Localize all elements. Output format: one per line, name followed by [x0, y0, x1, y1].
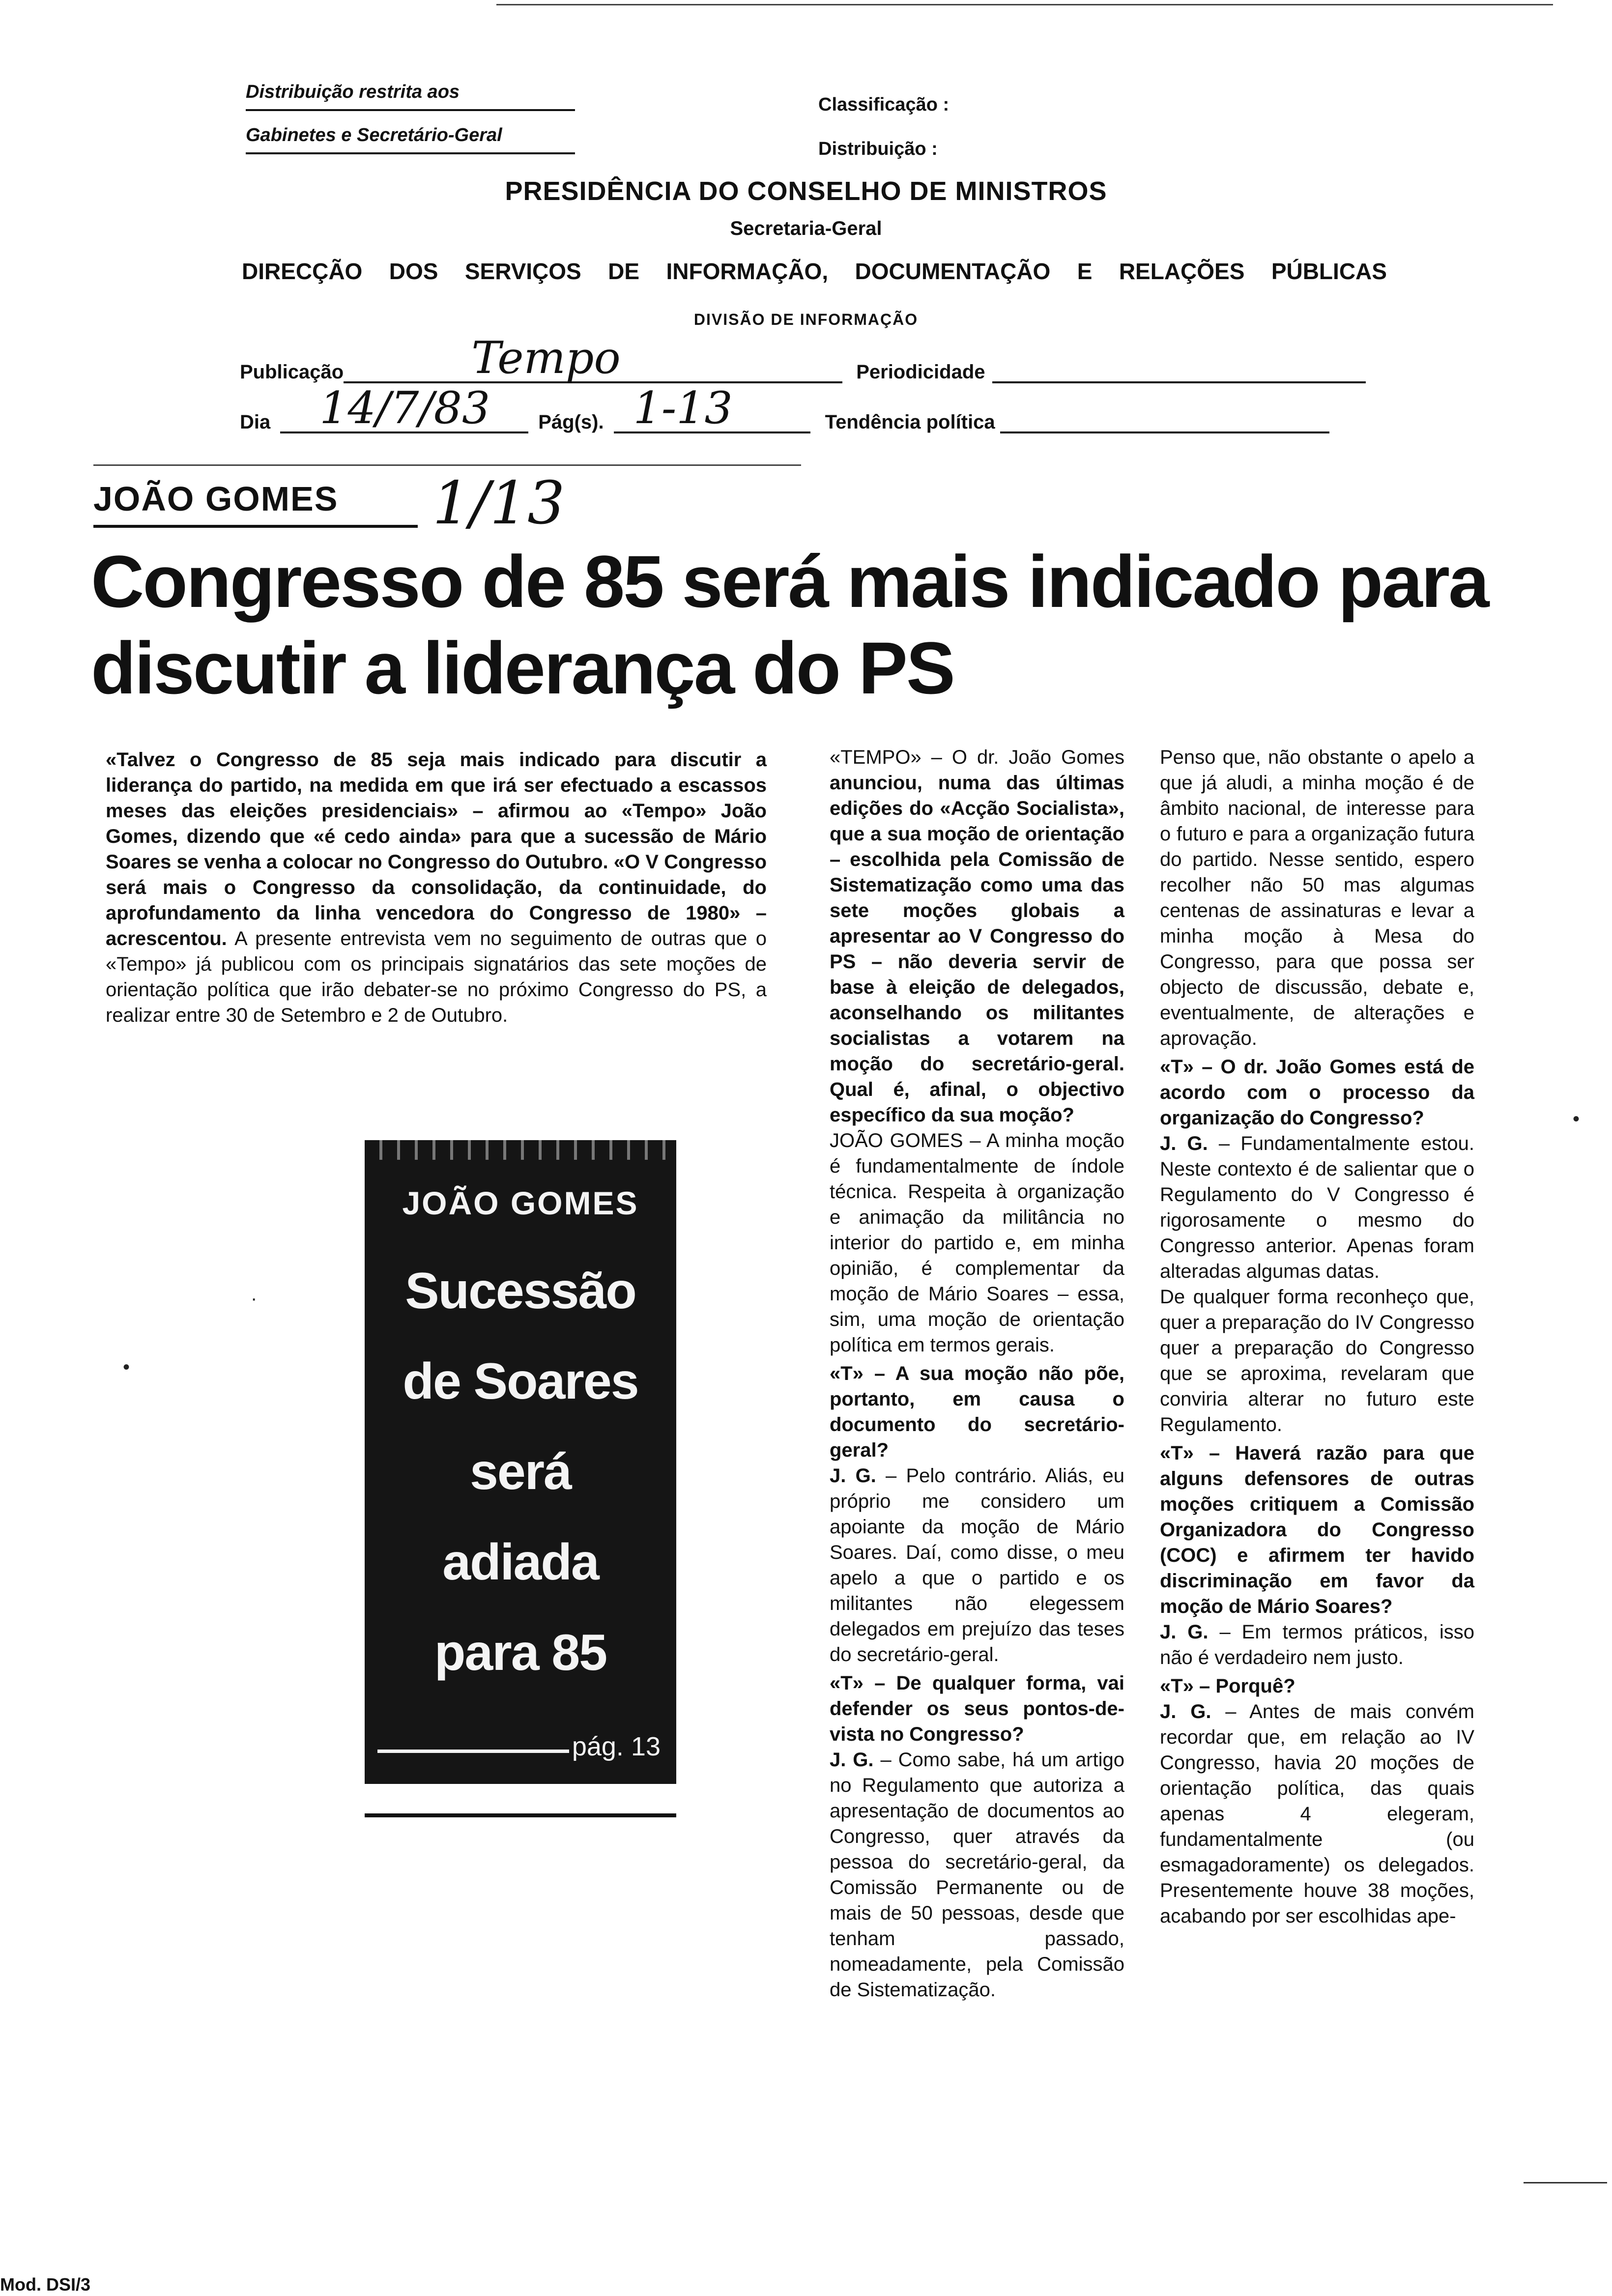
answer-6-text: – Antes de mais convém recordar que, em relação ao IV Congresso, havia 20 moções de orientação política, das quais apenas 4 elegeram, fundamentalmente (ou esmagadoramente) os delegados. Presentemente houve 38 moções, acabando por ser escolhidas ape- [1160, 1701, 1474, 1927]
answer-4-speaker: J. G. [1160, 1133, 1208, 1154]
department-word: INFORMAÇÃO, [666, 258, 829, 284]
department-word: DIRECÇÃO [242, 258, 363, 284]
interview-column-3 [1160, 745, 1474, 1929]
answer-1 [830, 1128, 1124, 1358]
answer-4-text: – Fundamentalmente estou. Neste contexto é de salientar que o Regulamento do V Congresso é rigorosamente o mesmo do Congresso anterior. Apenas foram alteradas algumas datas. [1160, 1133, 1475, 1282]
answer-2 [830, 1463, 1124, 1667]
department-word: E [1077, 258, 1093, 284]
answer-5-text: – Em termos práticos, isso não é verdadeiro nem justo. [1160, 1621, 1474, 1668]
answer-6-speaker: J. G. [1160, 1701, 1211, 1722]
article-headline: Congresso de 85 será mais indicado para discutir a liderança do PS [91, 540, 1488, 709]
scan-speck: • [1573, 1108, 1580, 1130]
scan-speck: • [123, 1356, 130, 1378]
answer-1-speaker: JOÃO GOMES [830, 1130, 963, 1151]
page-subtitle: Secretaria-Geral [730, 218, 882, 239]
author-kicker: JOÃO GOMES [93, 480, 339, 518]
cover-headline-line: para 85 [434, 1624, 607, 1681]
dia-label: Dia [240, 411, 271, 433]
publicacao-row [240, 332, 1366, 384]
page-title: PRESIDÊNCIA DO CONSELHO DE MINISTROS [505, 176, 1107, 206]
question-1-prefix: «TEMPO» – O dr. João Gomes [830, 746, 1124, 768]
publicacao-value: Tempo [471, 332, 621, 384]
interview-column-2 [830, 745, 1124, 2003]
article-lead [106, 747, 767, 1028]
answer-2-text: – Pelo contrário. Aliás, eu próprio me considero um apoiante da moção de Mário Soares. Daí, como disse, o meu apelo a que o partido e os militantes não elegessem delegados em prejuízo das teses do secretário-geral. [830, 1465, 1124, 1665]
answer-4 [1160, 1131, 1474, 1284]
classification-block [818, 83, 949, 171]
cover-page-ref: pág. 13 [572, 1732, 661, 1761]
corner-rule [1524, 2182, 1607, 2183]
answer-6 [1160, 1699, 1474, 1929]
publicacao-field [344, 332, 842, 384]
department-word: PÚBLICAS [1271, 258, 1387, 284]
classificacao-label: Classificação : [818, 94, 950, 115]
question-1 [830, 745, 1124, 1128]
tendencia-label: Tendência política [825, 411, 995, 433]
department-word: DOS [389, 258, 438, 284]
question-4: «T» – O dr. João Gomes está de acordo com o processo da organização do Congresso? [1160, 1056, 1474, 1129]
cover-headline [365, 1246, 676, 1698]
department-word: DOCUMENTAÇÃO [855, 258, 1051, 284]
restriction-note [246, 75, 575, 161]
question-5: «T» – Haverá razão para que alguns defensores de outras moções critiquem a Comissão Organizadora do Congresso (COC) e afirmem ter havido discriminação em favor da moção de Mário Soares? [1160, 1442, 1474, 1617]
answer-5-speaker: J. G. [1160, 1621, 1209, 1643]
tendencia-field [1000, 404, 1329, 433]
handwritten-page-note: 1/13 [432, 469, 565, 538]
cover-masthead-strip [365, 1140, 676, 1160]
department-word: SERVIÇOS [464, 258, 581, 284]
top-edge-rule [496, 4, 1553, 5]
periodicidade-field [992, 354, 1366, 383]
answer-4-continued: De qualquer forma reconheço que, quer a preparação do IV Congresso quer a preparação do Congresso que se aproxima, revelaram que conviria alterar no futuro este Regulamento. [1160, 1286, 1474, 1435]
cover-author: JOÃO GOMES [402, 1185, 639, 1221]
answer-2-speaker: J. G. [830, 1465, 876, 1487]
answer-1-text: – A minha moção é fundamentalmente de índole técnica. Respeita à organização e animação da militância no interior do partido e, em minha opinião, é complementar da moção de Mário Soares – essa, sim, uma moção de orientação política em termos gerais. [830, 1130, 1124, 1356]
answer-3-speaker: J. G. [830, 1749, 874, 1771]
form-code: Mod. DSI/3 [0, 2274, 91, 2295]
question-1-text: anunciou, numa das últimas edições do «Acção Socialista», que a sua moção de orientação – escolhida pela Comissão de Sistematização como uma das sete moções globais a apresentar ao V Congresso do PS – não deveria servir de base à eleição de delegados, aconselhando os militantes socialistas a votarem na moção do secretário-geral. Qual é, afinal, o objectivo específico da sua moção? [830, 772, 1124, 1126]
periodicidade-label: Periodicidade [856, 361, 985, 383]
question-6: «T» – Porquê? [1160, 1675, 1295, 1697]
newspaper-cover-clip [365, 1140, 676, 1784]
division-name: DIVISÃO DE INFORMAÇÃO [693, 311, 919, 328]
cover-page-ref-rule [377, 1750, 569, 1753]
restriction-line-1: Distribuição restrita aos [246, 75, 575, 111]
department-word: RELAÇÕES [1119, 258, 1245, 284]
cover-headline-line: Sucessão [405, 1263, 636, 1320]
cover-headline-line: será [470, 1443, 571, 1500]
department-word: DE [608, 258, 640, 284]
article-lead-column [106, 747, 767, 1028]
publicacao-label: Publicação [240, 361, 344, 383]
pags-value: 1-13 [633, 382, 733, 434]
answer-5 [1160, 1619, 1474, 1670]
answer-3-continued: Penso que, não obstante o apelo a que já aludi, a minha moção é de âmbito nacional, de interesse para o futuro e para a organização futura do partido. Nesse sentido, espero recolher não 50 mas algumas centenas de assinaturas e levar a minha moção à Mesa do Congresso, para que possa ser objecto de discussão, debate e, eventualmente, de alterações e aprovação. [1160, 746, 1474, 1049]
scan-speck: · [251, 1288, 258, 1309]
question-3: «T» – De qualquer forma, vai defender os seus pontos-de-vista no Congresso? [830, 1672, 1124, 1745]
dia-row [240, 382, 1329, 434]
pags-label: Pág(s). [538, 411, 604, 433]
dia-field [280, 382, 528, 434]
answer-3-text: – Como sabe, há um artigo no Regulamento que autoriza a apresentação de documentos ao Congresso, quer através da pessoa do secretário-geral, da Comissão Permanente ou de mais de 50 pessoas, desde que tenham passado, nomeadamente, pela Comissão de Sistematização. [830, 1749, 1124, 2001]
dia-value: 14/7/83 [319, 382, 490, 434]
cover-bottom-rule [365, 1813, 676, 1817]
department-name [242, 258, 1387, 285]
separator-rule [93, 464, 801, 466]
pags-field [614, 382, 810, 434]
lead-body-text: A presente entrevista vem no seguimento de outras que o «Tempo» já publicou com os principais signatários das sete moções de orientação política que irão debater-se no próximo Congresso do PS, a realizar entre 30 de Setembro e 2 de Outubro. [106, 928, 767, 1026]
restriction-line-2: Gabinetes e Secretário-Geral [246, 118, 575, 154]
distribuicao-label: Distribuição : [818, 139, 938, 159]
cover-headline-line: adiada [442, 1534, 599, 1591]
answer-3 [830, 1747, 1124, 2003]
cover-headline-line: de Soares [403, 1353, 638, 1410]
question-2: «T» – A sua moção não põe, portanto, em causa o documento do secretário-geral? [830, 1363, 1124, 1461]
lead-bold-text: «Talvez o Congresso de 85 seja mais indicado para discutir a liderança do partido, na medida em que irá ser efectuado a escassos meses das eleições presidenciais» – afirmou ao «Tempo» João Gomes, dizendo que «é cedo ainda» para que a sucessão de Mário Soares se venha a colocar no Congresso do Outubro. «O V Congresso será mais o Congresso da consolidação, da continuidade, do aprofundamento da linha vencedora do Congresso de 1980» – acrescentou. [106, 749, 767, 949]
author-kicker-underline [93, 525, 418, 528]
